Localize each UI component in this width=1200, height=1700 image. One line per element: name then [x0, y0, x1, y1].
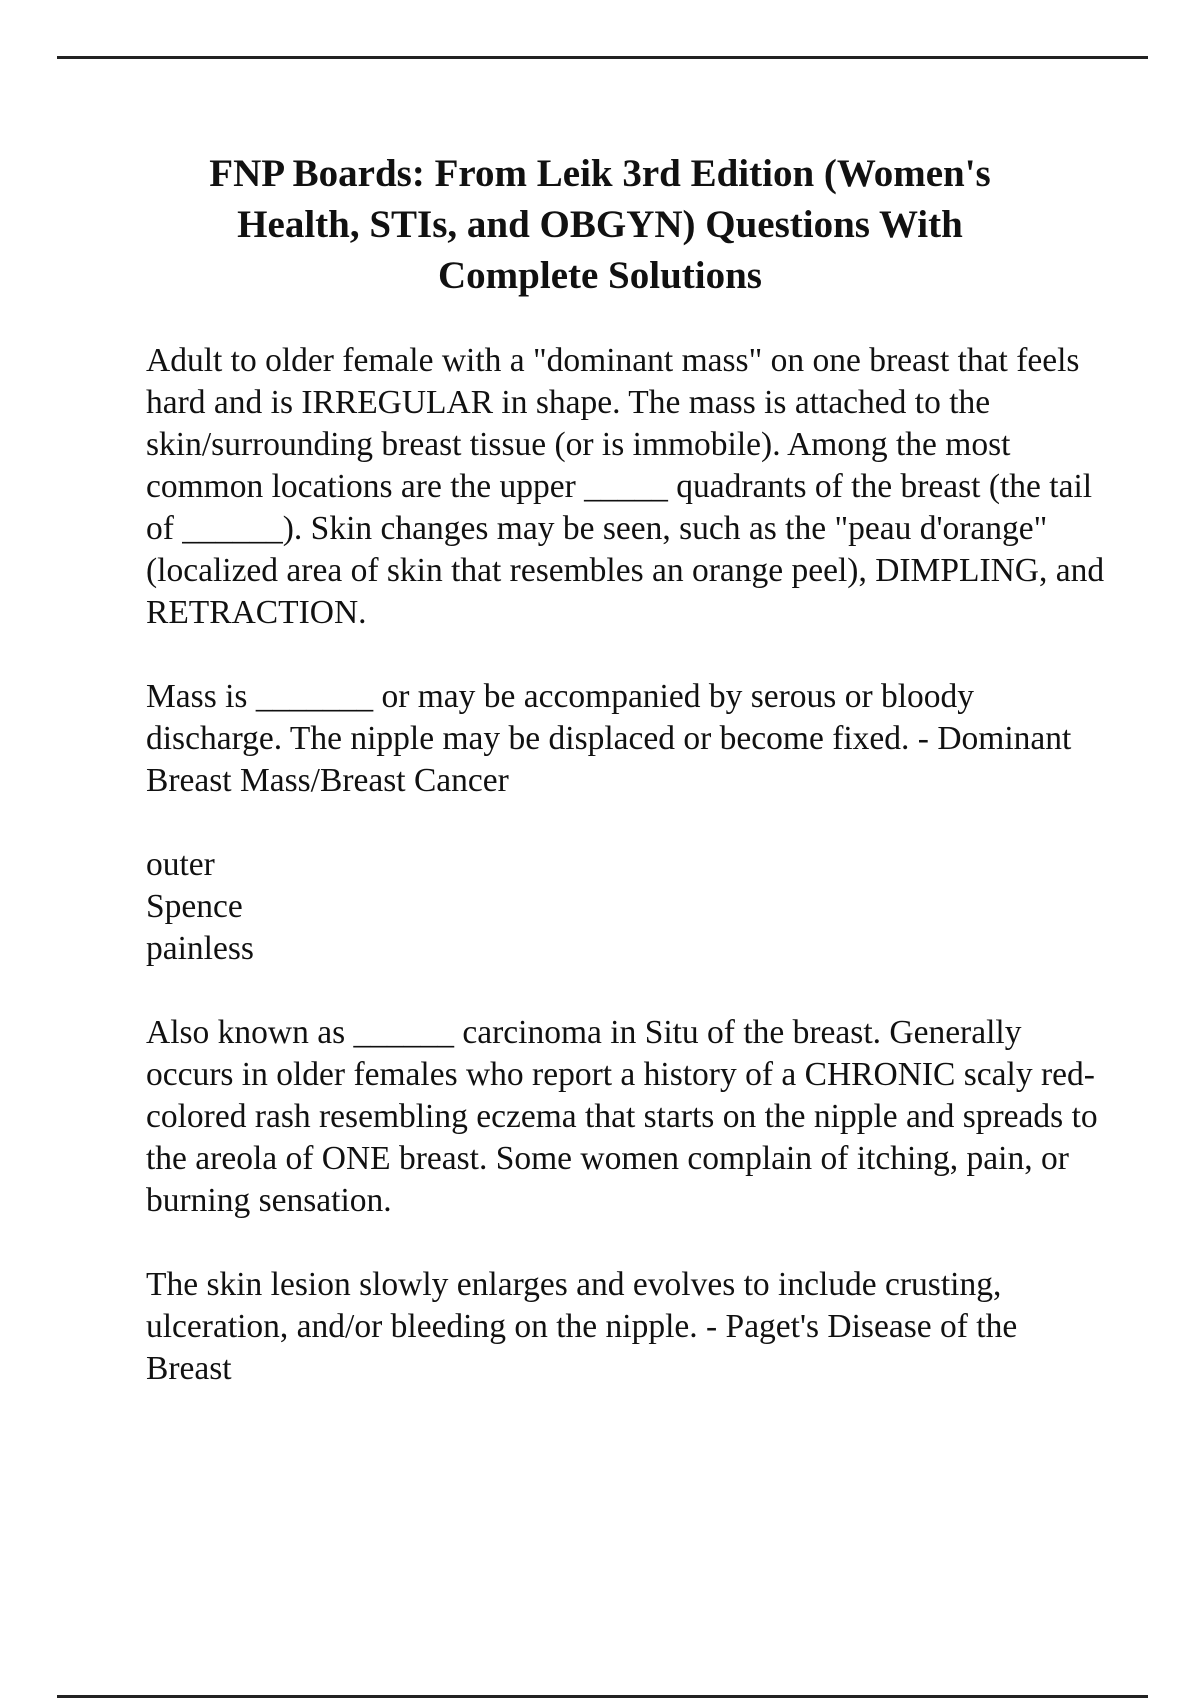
answer-list	[146, 844, 1106, 970]
question-paragraph: The skin lesion slowly enlarges and evolves to include crusting, ulceration, and/or bleeding on the nipple. - Paget's Disease of the Breast	[146, 1266, 1018, 1387]
question-paragraph: Also known as ______ carcinoma in Situ of the breast. Generally occurs in older females who report a history of a CHRONIC scaly red-colored rash resembling eczema that starts on the nipple and spreads to the areola of ONE breast. Some women complain of itching, pain, or burning sensation.	[146, 1014, 1098, 1219]
answer-item: Spence	[146, 888, 243, 925]
title-line: Health, STIs, and OBGYN) Questions With	[237, 203, 963, 246]
top-rule	[57, 56, 1148, 59]
question-paragraph: Mass is _______ or may be accompanied by serous or bloody discharge. The nipple may be displaced or become fixed. - Dominant Breast Mass/Breast Cancer	[146, 678, 1072, 799]
title-line: FNP Boards: From Leik 3rd Edition (Women's	[209, 152, 991, 195]
question-paragraph: Adult to older female with a "dominant mass" on one breast that feels hard and is IRREGULAR in shape. The mass is attached to the skin/surrounding breast tissue (or is immobile). Among the most common locations are the upper _____ quadrants of the breast (the tail of ______). Skin changes may be seen, such as the "peau d'orange" (localized area of skin that resembles an orange peel), DIMPLING, and RETRACTION.	[146, 342, 1105, 631]
answer-item: painless	[146, 930, 254, 967]
title-line: Complete Solutions	[438, 254, 762, 297]
answer-item: outer	[146, 846, 215, 883]
document-title	[100, 148, 1100, 301]
document-body	[146, 340, 1106, 1432]
bottom-rule	[57, 1695, 1148, 1698]
